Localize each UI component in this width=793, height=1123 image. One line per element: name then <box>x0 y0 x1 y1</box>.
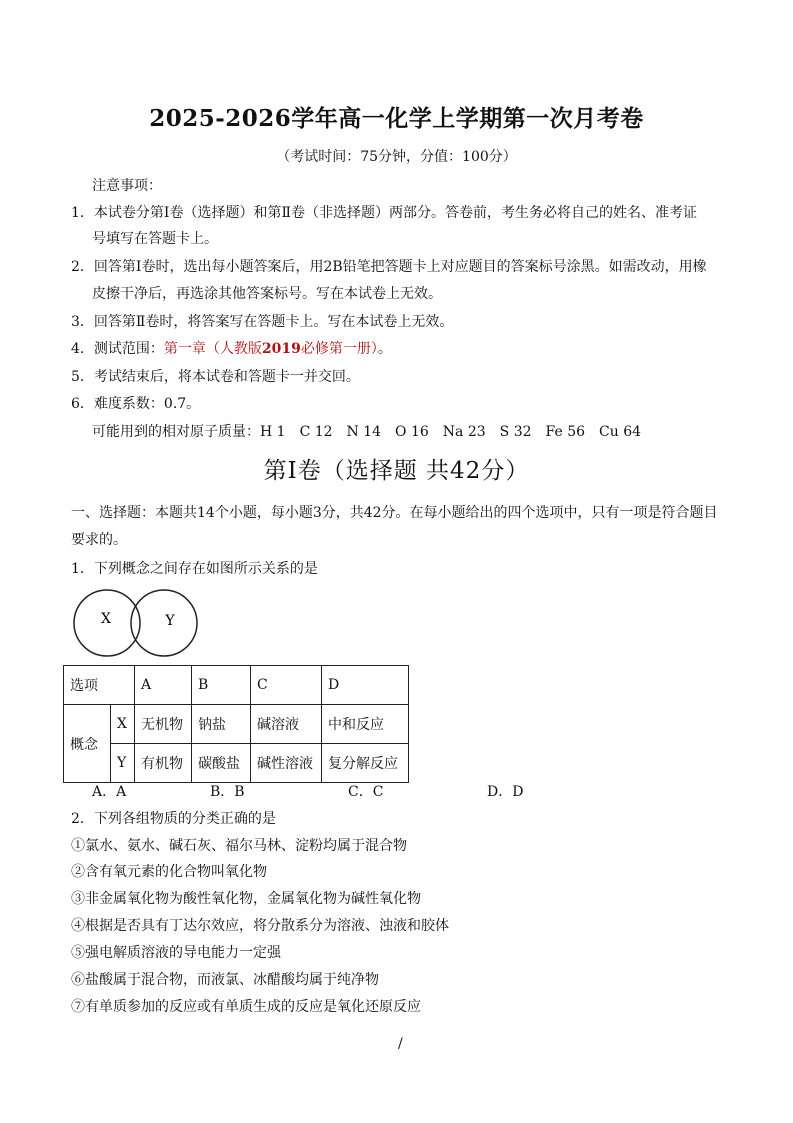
venn-diagram <box>70 585 202 661</box>
table-cell: 无机物 <box>135 705 192 744</box>
table-cell: 有机物 <box>135 744 192 783</box>
notice-item-text: 考试结束后，将本试卷和答题卡一并交回。 <box>93 369 360 385</box>
venn-circle-y <box>131 590 197 656</box>
notice-item-2 <box>71 257 707 277</box>
table-header-cell: 选项 <box>64 666 135 705</box>
notice-item-number: 4． <box>71 341 94 357</box>
notice-item-2-continued: 皮擦干净后，再选涂其他答案标号。写在本试卷上无效。 <box>92 286 442 302</box>
notice-item-4 <box>71 339 392 359</box>
notice-item-number: 1． <box>71 205 94 221</box>
statement-item: ③非金属氧化物为酸性氧化物，金属氧化物为碱性氧化物 <box>71 891 421 907</box>
statement-item: ⑤强电解质溶液的导电能力一定强 <box>71 945 281 961</box>
page-footer: / <box>398 1036 403 1052</box>
table-cell: 碱性溶液 <box>251 744 322 783</box>
table-header-row <box>64 666 409 705</box>
atomic-masses: 可能用到的相对原子质量：H 1 C 12 N 14 O 16 Na 23 S 32 Fe 56 Cu 64 <box>92 424 642 440</box>
section-intro-continued: 要求的。 <box>71 532 127 548</box>
notice-item-number: 6． <box>71 396 94 412</box>
exam-title: 2025-2026学年高一化学上学期第一次月考卷 <box>149 105 644 132</box>
test-scope-value: 第一章（人教版 <box>163 341 262 357</box>
notice-item-5 <box>71 367 360 387</box>
options-table <box>63 665 409 783</box>
choice-c[interactable]: C．C <box>348 784 384 800</box>
table-cell: 碳酸盐 <box>192 744 251 783</box>
test-scope-year: 2019 <box>261 341 301 357</box>
table-row <box>64 705 409 744</box>
venn-label-x: X <box>101 611 111 627</box>
notice-item-text: 本试卷分第Ⅰ卷（选择题）和第Ⅱ卷（非选择题）两部分。答卷前，考生务必将自己的姓名、准考证 <box>93 205 697 221</box>
notice-item-3 <box>71 312 453 332</box>
question-2-stem: 2．下列各组物质的分类正确的是 <box>71 811 276 827</box>
table-header-cell: A <box>135 666 192 705</box>
notice-heading: 注意事项： <box>92 178 162 194</box>
notice-item-number: 3． <box>71 314 94 330</box>
test-scope-label: 测试范围： <box>93 341 164 357</box>
notice-item-text: 回答第Ⅰ卷时，选出每小题答案后，用2B铅笔把答题卡上对应题目的答案标号涂黑。如需改动，用橡 <box>93 259 707 275</box>
exam-subtitle: （考试时间：75分钟，分值：100分） <box>276 149 517 165</box>
table-cell: 中和反应 <box>322 705 409 744</box>
statement-item: ⑥盐酸属于混合物，而液氯、冰醋酸均属于纯净物 <box>71 972 379 988</box>
statement-item: ④根据是否具有丁达尔效应，将分散系分为溶液、浊液和胶体 <box>71 918 449 934</box>
concept-label-cell: 概念 <box>64 705 111 783</box>
notice-item-text: 回答第Ⅱ卷时，将答案写在答题卡上。写在本试卷上无效。 <box>93 314 454 330</box>
table-row-key: Y <box>110 744 134 783</box>
table-header-cell: B <box>192 666 251 705</box>
choice-d[interactable]: D．D <box>487 784 524 800</box>
section-title: 第Ⅰ卷（选择题 共42分） <box>263 458 530 484</box>
table-cell: 碱溶液 <box>251 705 322 744</box>
notice-item-text: 难度系数：0.7。 <box>93 396 201 412</box>
table-row <box>64 744 409 783</box>
table-header-cell: D <box>322 666 409 705</box>
section-intro: 一、选择题：本题共14个小题，每小题3分，共42分。在每小题给出的四个选项中，只有一项是符合题目 <box>71 505 718 521</box>
statement-item: ⑦有单质参加的反应或有单质生成的反应是氧化还原反应 <box>71 999 421 1015</box>
notice-item-number: 2． <box>71 259 94 275</box>
test-scope-end: 。 <box>377 341 392 357</box>
table-row-key: X <box>110 705 134 744</box>
statement-item: ②含有氧元素的化合物叫氧化物 <box>71 864 267 880</box>
statement-item: ①氯水、氨水、碱石灰、福尔马林、淀粉均属于混合物 <box>71 838 407 854</box>
table-header-cell: C <box>251 666 322 705</box>
notice-item-1 <box>71 203 697 223</box>
choice-b[interactable]: B．B <box>210 784 245 800</box>
notice-item-number: 5． <box>71 369 94 385</box>
test-scope-book: 必修第一册） <box>300 341 378 357</box>
notice-item-6 <box>71 394 200 414</box>
notice-item-1-continued: 号填写在答题卡上。 <box>92 231 218 247</box>
venn-label-y: Y <box>165 613 175 629</box>
question-1-stem: 1．下列概念之间存在如图所示关系的是 <box>71 561 318 577</box>
table-cell: 复分解反应 <box>322 744 409 783</box>
table-cell: 钠盐 <box>192 705 251 744</box>
choice-a[interactable]: A．A <box>92 784 127 800</box>
